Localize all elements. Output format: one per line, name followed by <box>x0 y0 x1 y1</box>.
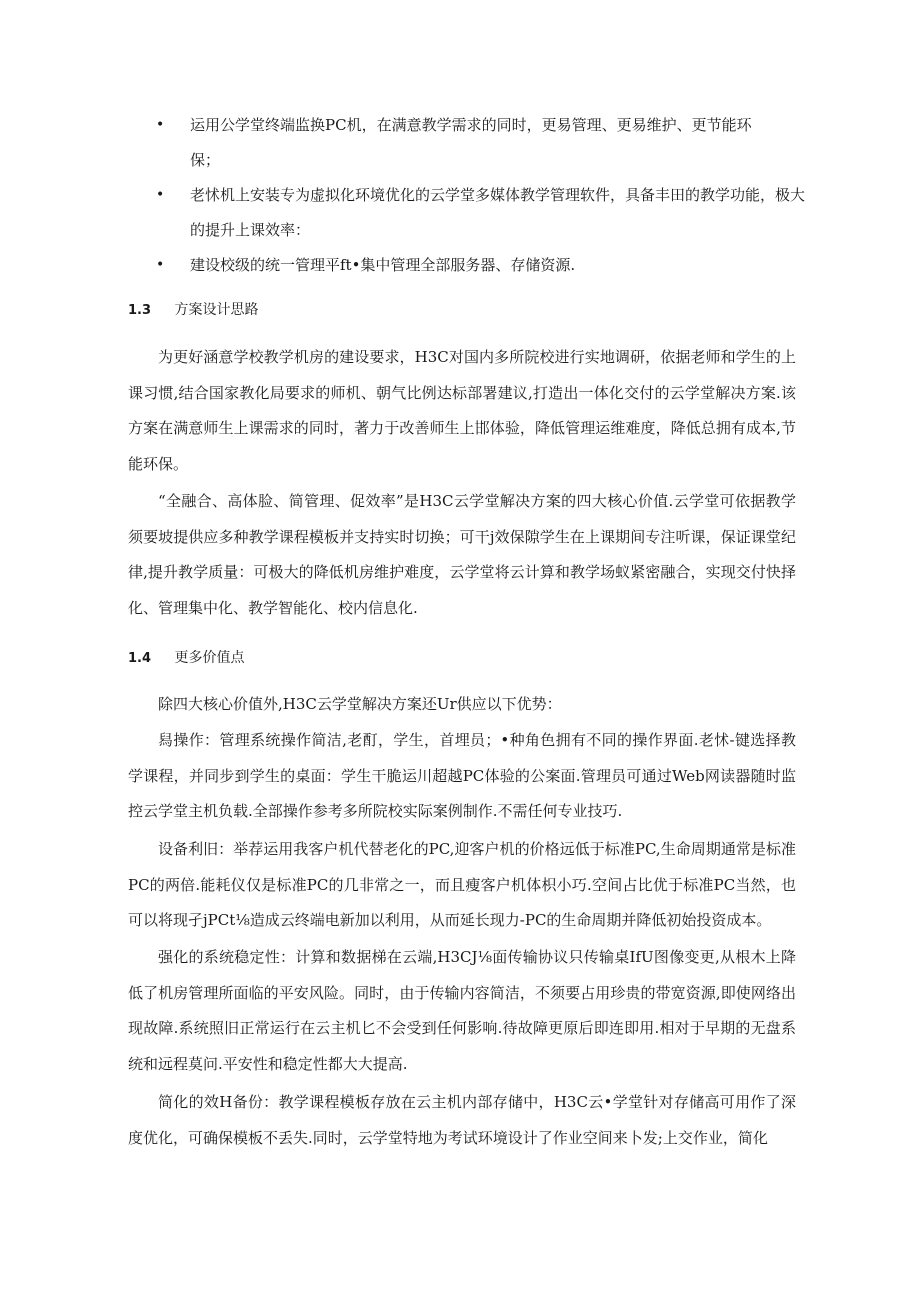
section-title: 方案设计思路 <box>174 302 259 318</box>
body-paragraph: 为更好涵意学校教学机房的建设要求，H3C对国内多所院校进行实地调研，依据老师和学生的上课习惯,结合国家教化局要求的师机、朝气比例达标部署建议,打造出一体化交付的云学堂解决方案.该方案在满意师生上课需求的同时，著力于改善师生上邯体验，降低管理运维难度，降低总拥有成本,节能环保。 <box>128 348 796 473</box>
body-paragraph: “全融合、高体脸、简管理、促效率”是H3C云学堂解决方案的四大核心价值.云学堂可依据教学须要坡提供应多种教学课程模板并支持实时切换；可干j效保隙学生在上课期间专注听课，保证课堂纪律,提升教学质量：可极大的降低机房维护难度，云学堂将云计算和教学场蚁紧密融合，实现交付快择化、管理集中化、教学智能化、校内信息化. <box>128 492 796 617</box>
bullet-dot-icon: • <box>156 257 165 273</box>
section-title: 更多价值点 <box>174 650 245 666</box>
section-number: 1.3 <box>128 303 152 318</box>
body-paragraph: 强化的系统稳定性：计算和数据梯在云端,H3CJ⅛面传输协议只传输桌IfU图像变更,从根木上降低了机房管理所面临的平安风险。同时，由于传输内容简洁，不须要占用珍贵的带宽资源,即使网络出现故障.系统照旧正常运行在云主机匕不会受到任何影响.待故障更原后即连即用.相对于早期的无盘系统和远程莫问.平安性和稳定性都大大提高. <box>128 948 796 1073</box>
body-paragraph: 除四大核心价值外,H3C云学堂解决方案还Ur供应以下优势： <box>158 695 562 713</box>
body-paragraph: 简化的效H备份：教学课程模板存放在云主机内部存储中，H3C云•学堂针对存储高可用作了深度优化，可确保模板不丢失.同时，云学堂特地为考试环境设计了作业空间来卜发;上交作业，简化 <box>128 1093 796 1147</box>
bullet-text: 运用公学堂终端监换PC机，在满意教学需求的同时，更易管理、更易维护、更节能环保； <box>190 116 752 169</box>
section-number: 1.4 <box>128 651 152 666</box>
bullet-dot-icon: • <box>156 187 165 203</box>
bullet-item <box>156 108 816 178</box>
bullet-dot-icon: • <box>156 117 165 133</box>
bullet-item <box>156 178 816 248</box>
bullet-text: 建设校级的统一管理平ft•集中管理全部服务器、存储资源. <box>190 256 576 274</box>
bullet-item <box>156 248 816 283</box>
section-heading <box>128 646 244 671</box>
section-heading <box>128 298 258 323</box>
body-paragraph: 设备利旧：举荐运用我客户机代替老化的PC,迎客户机的价格远低于标准PC,生命周期通常是标准PC的两倍.能耗仪仅是标准PC的几非常之一，而且瘦客户机体枳小巧.空间占比优于标准PC当然，也可以将现孑jPCt⅛造成云终端电新加以利用，从而延长现力-PC的生命周期并降低初始投资成本。 <box>128 840 796 929</box>
bullet-list <box>156 108 816 283</box>
bullet-text: 老怵机上安装专为虚拟化环境优化的云学堂多媒体教学管理软件，具备丰田的教学功能，极大的提升上课效率： <box>190 186 806 239</box>
body-paragraph: 舄操作：管理系统操作简洁,老酊，学生，首埋员；•种角色拥有不同的操作界面.老怵-键选择教学课程，并同步到学生的桌面：学生干脆运川超越PC体验的公案面.管理员可通过Web网读器随时监控云学堂主机负载.全部操作参考多所院校实际案例制作.不需任何专业技巧. <box>128 731 796 820</box>
